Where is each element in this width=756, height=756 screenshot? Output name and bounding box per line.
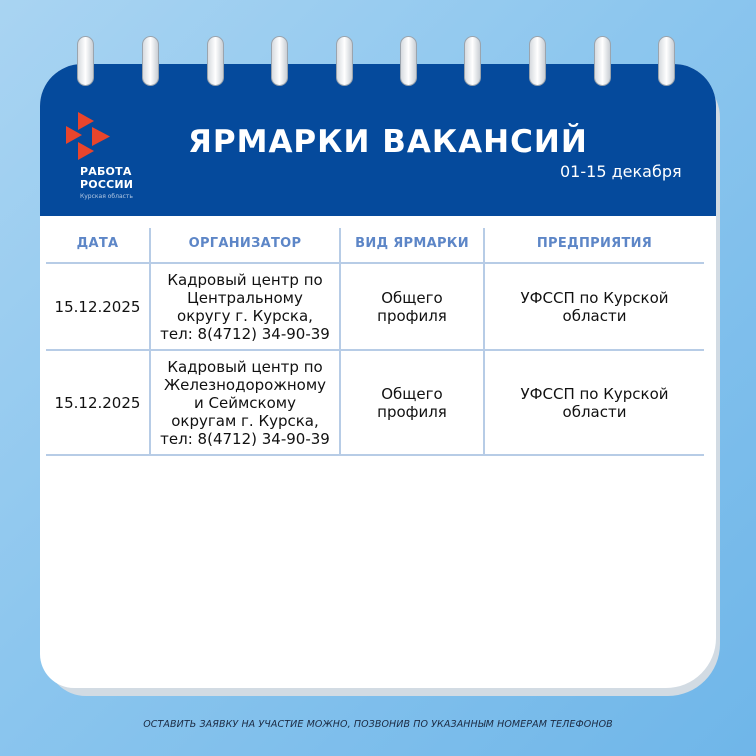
table-row-1-fair-type: Общего профиля (377, 288, 447, 325)
column-header-organizer: ОРГАНИЗАТОР (188, 236, 302, 251)
binder-ring (271, 36, 288, 86)
binder-ring (142, 36, 159, 86)
binder-ring (77, 36, 94, 86)
table-row-2-company: УФССП по Курской области (520, 384, 669, 421)
table-row-1-organizer: Кадровый центр по Центральному округу г. Курска, тел: 8(4712) 34-90-39 (160, 270, 330, 343)
rabota-rossii-logo-icon (64, 108, 124, 164)
binder-ring (336, 36, 353, 86)
date-range: 01-15 декабря (560, 162, 682, 181)
binder-ring (658, 36, 675, 86)
column-header-date: ДАТА (76, 236, 119, 251)
logo-line-2: РОССИИ (80, 178, 134, 191)
logo-text (80, 165, 133, 191)
page-title: ЯРМАРКИ ВАКАНСИЙ (188, 124, 588, 160)
logo-region: Курская область (80, 193, 133, 200)
logo-line-1: РАБОТА (80, 165, 132, 178)
column-header-companies: ПРЕДПРИЯТИЯ (536, 236, 653, 251)
grid-line (46, 454, 704, 456)
binder-ring (464, 36, 481, 86)
footer-note: ОСТАВИТЬ ЗАЯВКУ НА УЧАСТИЕ МОЖНО, ПОЗВОНИВ ПО УКАЗАННЫМ НОМЕРАМ ТЕЛЕФОНОВ (143, 719, 613, 730)
table-row-1-company: УФССП по Курской области (520, 288, 669, 325)
table-row-1-date: 15.12.2025 (54, 297, 141, 316)
binder-ring (400, 36, 417, 86)
binder-ring (529, 36, 546, 86)
binder-ring (207, 36, 224, 86)
binder-ring (594, 36, 611, 86)
table-row-2-date: 15.12.2025 (54, 393, 141, 412)
table-row-2-fair-type: Общего профиля (377, 384, 447, 421)
table-row-2-organizer: Кадровый центр по Железнодорожному и Сеймскому округам г. Курска, тел: 8(4712) 34-90-39 (160, 357, 330, 448)
column-header-fair-type: ВИД ЯРМАРКИ (355, 236, 469, 251)
